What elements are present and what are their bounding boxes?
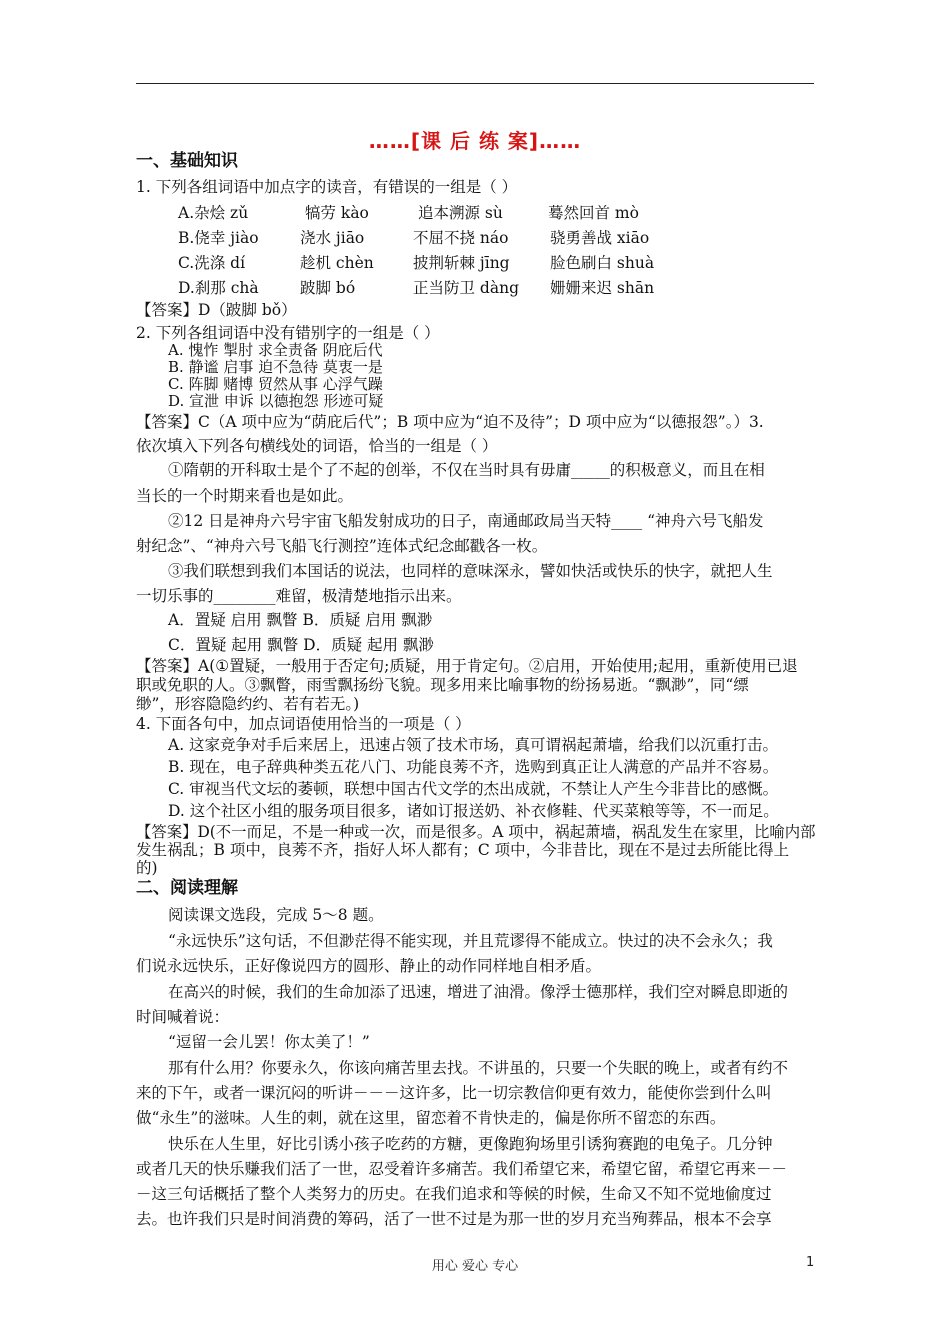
q1-a-2: 犒劳 kào xyxy=(305,204,369,222)
reading-p4b: 来的下午，或者一课沉闷的听讲－－－这许多，比一切宗教信仰更有效力，能使你尝到什么叫 xyxy=(136,1084,772,1102)
question-4-stem: 4. 下面各句中，加点词语使用恰当的一项是（ ） xyxy=(136,715,471,733)
q4-answer-1: 【答案】D(不一而足，不是一种或一次，而是很多。A 项中，祸起萧墙，祸乱发生在家里，比喻内部 xyxy=(136,823,816,841)
q3-sentence-2a: ②12 日是神舟六号宇宙飞船发射成功的日子，南通邮政局当天特____ “神舟六号飞船发 xyxy=(168,512,764,530)
q4-option-d: D. 这个社区小组的服务项目很多，诸如订报送奶、补衣修鞋、代买菜粮等等，不一而足。 xyxy=(168,802,779,820)
q4-option-a: A. 这家竞争对手后来居上，迅速占领了技术市场，真可谓祸起萧墙，给我们以沉重打击。 xyxy=(168,736,779,754)
q3-sentence-2b: 射纪念”、“神舟六号飞船飞行测控”连体式纪念邮戳各一枚。 xyxy=(136,537,548,555)
question-3-stem: 依次填入下列各句横线处的词语，恰当的一组是（ ） xyxy=(136,437,498,455)
q1-d-3: 正当防卫 dàng xyxy=(413,279,519,297)
reading-p3: “逗留一会儿罢！你太美了！” xyxy=(168,1033,370,1051)
reading-p1b: 们说永远快乐，正好像说四方的圆形、静止的动作同样地自相矛盾。 xyxy=(136,957,602,975)
q4-answer-2: 发生祸乱；B 项中，良莠不齐，指好人坏人都有；C 项中，今非昔比，现在不是过去所能比得上 xyxy=(136,841,790,859)
q1-a-3: 追本溯源 sù xyxy=(418,204,503,222)
question-1-answer: 【答案】D（跛脚 bǒ） xyxy=(136,301,297,319)
q1-c-2: 趁机 chèn xyxy=(300,254,374,272)
q4-answer-3: 的) xyxy=(136,859,158,877)
q3-sentence-1b: 当长的一个时期来看也是如此。 xyxy=(136,487,354,505)
q4-option-c: C. 审视当代文坛的萎顿，联想中国古代文学的杰出成就，不禁让人产生今非昔比的感慨。 xyxy=(168,780,779,798)
q1-d-4: 姗姗来迟 shān xyxy=(550,279,655,297)
q1-b-1: B.侥幸 jiào xyxy=(178,229,259,247)
reading-p1a: “永远快乐”这句话，不但渺茫得不能实现，并且荒谬得不能成立。快过的决不会永久；我 xyxy=(168,932,773,950)
q1-a-4: 蓦然回首 mò xyxy=(548,204,639,222)
reading-p4c: 做“永生”的滋味。人生的刺，就在这里，留恋着不肯快走的，偏是你所不留恋的东西。 xyxy=(136,1109,726,1127)
section-heading-basics: 一、基础知识 xyxy=(136,151,238,171)
q1-b-2: 浇水 jiāo xyxy=(300,229,365,247)
q2-option-a: A. 愧怍 掣肘 求全责备 阴庇后代 xyxy=(168,341,383,359)
reading-intro: 阅读课文选段，完成 5～8 题。 xyxy=(168,906,384,924)
q1-d-1: D.刹那 chà xyxy=(178,279,259,297)
q1-c-4: 脸色刷白 shuà xyxy=(550,254,655,272)
section-heading-reading: 二、阅读理解 xyxy=(136,878,238,898)
q2-option-b: B. 静谧 启事 迫不急待 莫衷一是 xyxy=(168,358,383,376)
q3-answer-3: 缈”，形容隐隐约约、若有若无。) xyxy=(136,695,360,713)
q4-option-b: B. 现在，电子辞典种类五花八门、功能良莠不齐，选购到真正让人满意的产品并不容易。 xyxy=(168,758,779,776)
q3-answer-2: 职或免职的人。③飘瞥，雨雪飘扬纷飞貌。现多用来比喻事物的纷扬易逝。“飘渺”，同“缥 xyxy=(136,676,749,694)
reading-p5d: 去。也许我们只是时间消费的筹码，活了一世不过是为那一世的岁月充当殉葬品，根本不会享 xyxy=(136,1210,772,1228)
q1-b-4: 骁勇善战 xiāo xyxy=(550,229,650,247)
q1-c-3: 披荆斩棘 jīng xyxy=(413,254,510,272)
reading-p5c: －这三句话概括了整个人类努力的历史。在我们追求和等候的时候，生命又不知不觉地偷度过 xyxy=(136,1185,772,1203)
q1-b-3: 不屈不挠 náo xyxy=(413,229,509,247)
question-1-stem: 1. 下列各组词语中加点字的读音，有错误的一组是（ ） xyxy=(136,178,518,196)
q2-option-d: D. 宣泄 申诉 以德抱怨 形迹可疑 xyxy=(168,392,384,410)
reading-p2a: 在高兴的时候，我们的生命加添了迅速，增进了油滑。像浮士德那样，我们空对瞬息即逝的 xyxy=(168,983,789,1001)
reading-p5a: 快乐在人生里，好比引诱小孩子吃药的方糖，更像跑狗场里引诱狗赛跑的电兔子。几分钟 xyxy=(168,1135,773,1153)
q1-a-1: A.杂烩 zǔ xyxy=(178,204,249,222)
q1-d-2: 跛脚 bó xyxy=(300,279,356,297)
q2-option-c: C. 阵脚 赌博 贸然从事 心浮气躁 xyxy=(168,375,383,393)
reading-p4a: 那有什么用？你要永久，你该向痛苦里去找。不讲虽的，只要一个失眠的晚上，或者有约不 xyxy=(168,1059,789,1077)
page-number: 1 xyxy=(806,1255,815,1270)
header-rule xyxy=(136,83,814,84)
q1-c-1: C.洗涤 dí xyxy=(178,254,246,272)
q3-sentence-3b: 一切乐事的________难留，极清楚地指示出来。 xyxy=(136,587,462,605)
question-2-stem: 2. 下列各组词语中没有错别字的一组是（ ） xyxy=(136,324,440,342)
reading-p2b: 时间喊着说： xyxy=(136,1008,230,1026)
q3-options-ab: A．置疑 启用 飘瞥 B．质疑 启用 飘渺 xyxy=(168,611,433,629)
q3-options-cd: C．置疑 起用 飘瞥 D．质疑 起用 飘渺 xyxy=(168,636,434,654)
q3-answer-1: 【答案】A(①置疑，一般用于否定句;质疑，用于肯定句。②启用，开始使用;起用，重新使用已退 xyxy=(136,657,798,675)
question-2-answer: 【答案】C（A 项中应为“荫庇后代”；B 项中应为“迫不及待”；D 项中应为“以德报怨”。）3. xyxy=(136,413,764,431)
page-title: ……[课 后 练 案]…… xyxy=(368,129,582,153)
q3-sentence-1a: ①隋朝的开科取士是个了不起的创举，不仅在当时具有毋庸_____的积极意义，而且在相 xyxy=(168,461,765,479)
q3-sentence-3a: ③我们联想到我们本国话的说法，也同样的意味深永，譬如快活或快乐的快字，就把人生 xyxy=(168,562,773,580)
footer-motto: 用心 爱心 专心 xyxy=(431,1259,519,1274)
reading-p5b: 或者几天的快乐赚我们活了一世，忍受着许多痛苦。我们希望它来，希望它留，希望它再来－－ xyxy=(136,1160,788,1178)
